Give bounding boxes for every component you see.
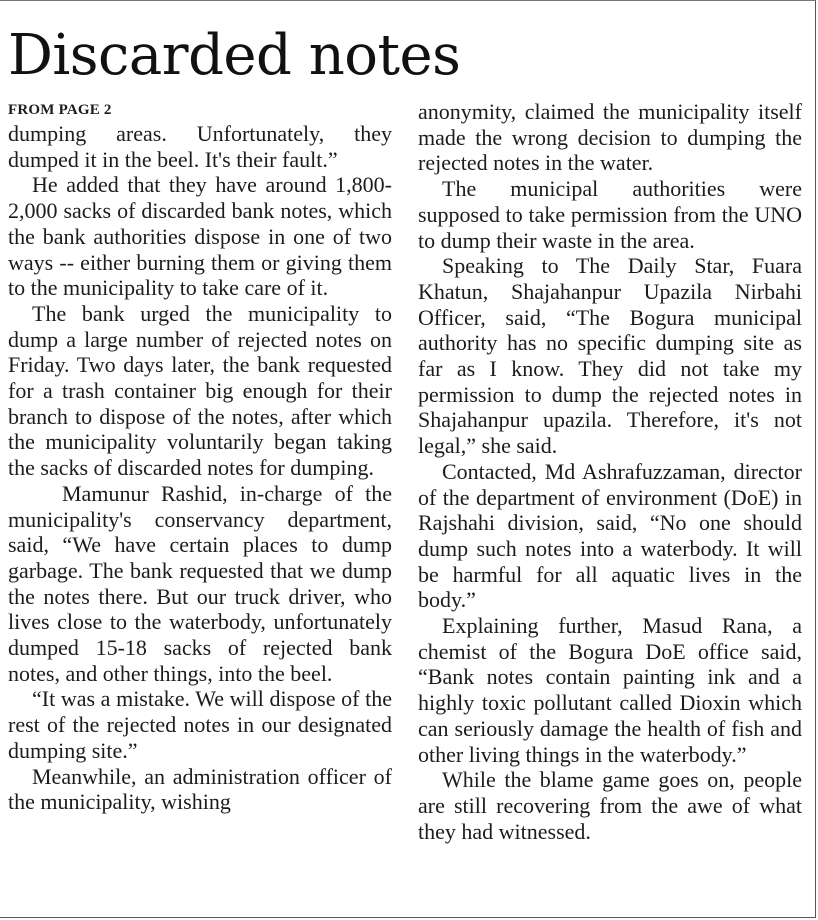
left-column	[8, 99, 392, 815]
paragraph: Mamunur Rashid, in-charge of the municipality's conservancy department, said, “We have certain places to dump garbage. The bank requested that we dump the notes there. But our truck driver, who lives close to the waterbody, unfortunately dumped 15-18 sacks of rejected bank notes, and other things, into the beel.	[8, 480, 392, 686]
paragraph: Meanwhile, an administration officer of the municipality, wishing	[8, 763, 392, 815]
paragraph: Speaking to The Daily Star, Fuara Khatun, Shajahanpur Upazila Nirbahi Officer, said, “The Bogura municipal authority has no specific dumping site as far as I know. They did not take my permission to dump the rejected notes in Shajahanpur upazila. Therefore, it's not legal,” she said.	[418, 253, 802, 459]
paragraph: While the blame game goes on, people are still recovering from the awe of what they had witnessed.	[418, 767, 802, 844]
headline: Discarded notes	[8, 23, 461, 88]
paragraph: anonymity, claimed the municipality itself made the wrong decision to dumping the rejected notes in the water.	[418, 99, 802, 176]
right-column	[418, 99, 802, 844]
paragraph: dumping areas. Unfortunately, they dumped it in the beel. It's their fault.”	[8, 121, 392, 172]
paragraph: The municipal authorities were supposed to take permission from the UNO to dump their waste in the area.	[418, 176, 802, 253]
paragraph: Explaining further, Masud Rana, a chemist of the Bogura DoE office said, “Bank notes contain painting ink and a highly toxic pollutant called Dioxin which can seriously damage the health of fish and other living things in the waterbody.”	[418, 613, 802, 767]
paragraph: Contacted, Md Ashrafuzzaman, director of the department of environment (DoE) in Rajshahi division, said, “No one should dump such notes into a waterbody. It will be harmful for all aquatic lives in the body.”	[418, 458, 802, 613]
paragraph: The bank urged the municipality to dump a large number of rejected notes on Friday. Two days later, the bank requested for a trash container big enough for their branch to dispose of the notes, after which the municipality voluntarily began taking the sacks of discarded notes for dumping.	[8, 300, 392, 481]
from-page-label: FROM PAGE 2	[8, 102, 112, 118]
paragraph: “It was a mistake. We will dispose of the rest of the rejected notes in our designated dumping site.”	[8, 686, 392, 763]
paragraph: He added that they have around 1,800-2,000 sacks of discarded bank notes, which the bank authorities dispose in one of two ways -- either burning them or giving them to the municipality to take care of it.	[8, 172, 392, 301]
